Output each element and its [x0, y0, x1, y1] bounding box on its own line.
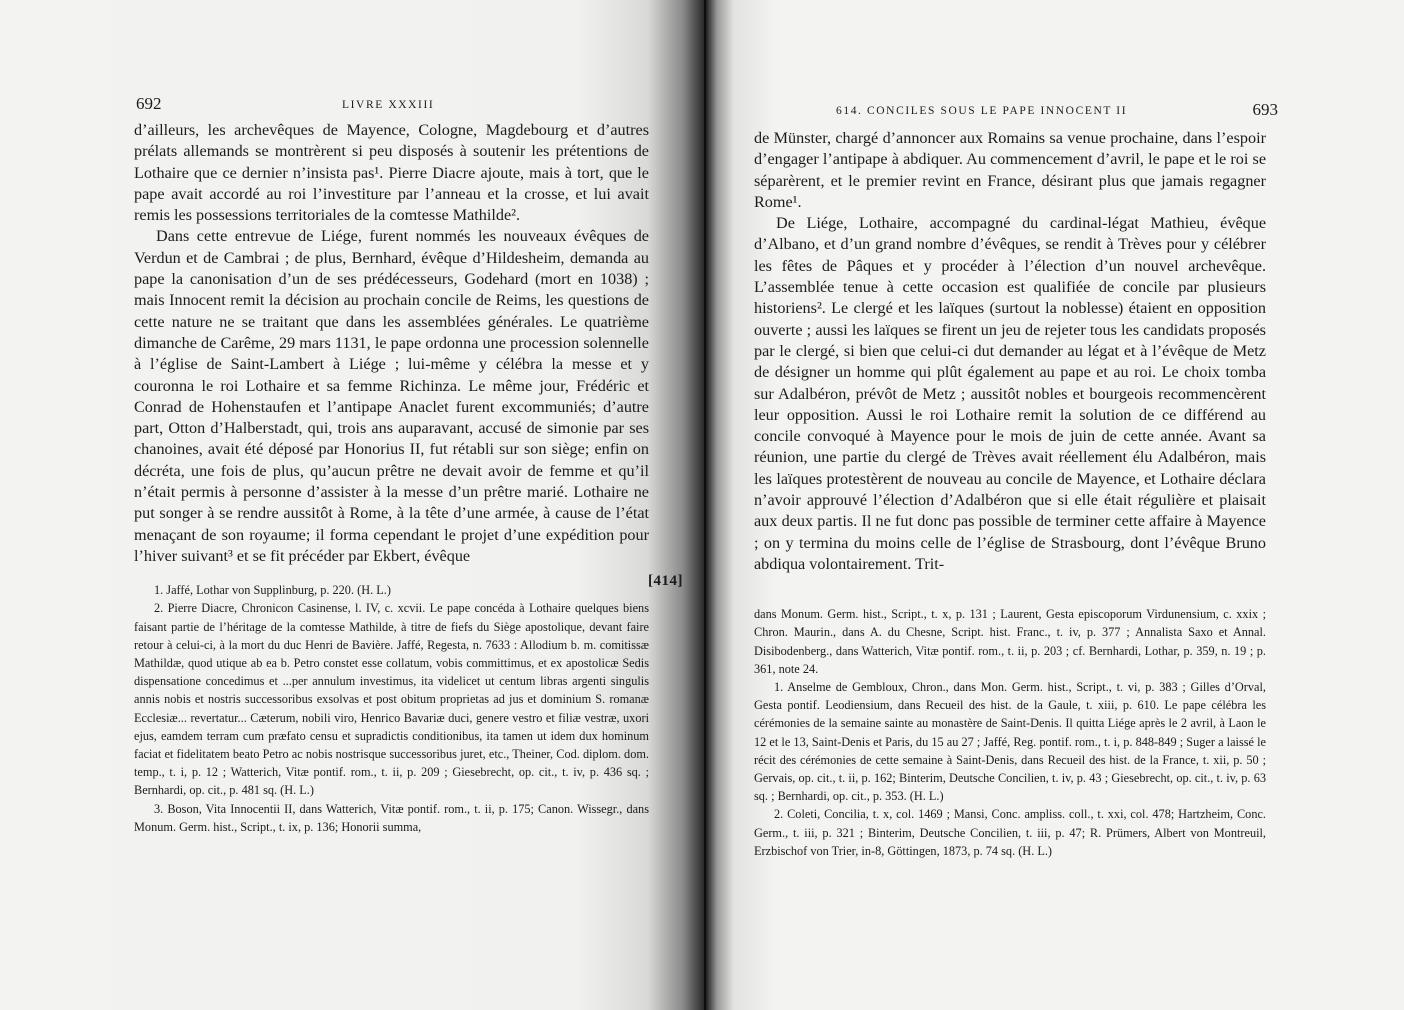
- right-page-number: 693: [1252, 100, 1278, 119]
- left-running-head: LIVRE XXXIII: [342, 99, 435, 111]
- left-page-body: [134, 120, 649, 567]
- right-footnote-continued: dans Monum. Germ. hist., Script., t. x, p. 131 ; Laurent, Gesta episcoporum Virdunensium, c. xxix ; Chron. Maurin., dans A. du Chesne, Script. hist. Franc., t. iv, p. 377 ; Annalista Saxo et Annal. Disibodenberg., dans Watterich, Vitæ pontif. rom., t. ii, p. 203 ; cf. Bernhardi, Lothar, p. 359, n. 19 ; p. 361, note 24.: [754, 607, 1266, 676]
- right-page-content: [754, 100, 1278, 860]
- right-footnotes: [754, 605, 1266, 860]
- right-running-head: 614. CONCILES SOUS LE PAPE INNOCENT II: [836, 105, 1128, 117]
- right-page-header: [754, 100, 1278, 128]
- marginal-page-reference: [414]: [648, 573, 683, 589]
- left-footnotes: [134, 581, 649, 836]
- right-footnote-2: 2. Coleti, Concilia, t. x, col. 1469 ; Mansi, Conc. ampliss. coll., t. xxi, col. 478; Hartzheim, Conc. Germ., t. iii, p. 321 ; Binterim, Deutsche Concilien, t. iii, p. 47; R. Prümers, Albert von Montreuil, Erzbischof von Trier, in-8, Göttingen, 1873, p. 74 sq. (H. L.): [754, 807, 1266, 858]
- left-page-header: [134, 94, 649, 120]
- right-paragraph-1: de Münster, chargé d’annoncer aux Romains sa venue prochaine, dans l’espoir d’engager l’antipape à abdiquer. Au commencement d’avril, le pape et le roi se séparèrent, et le premier revint en France, désirant plus que jamais regagner Rome¹.: [754, 129, 1266, 211]
- left-page-content: [134, 94, 649, 836]
- left-page-number: 692: [136, 94, 162, 113]
- left-paragraph-2: Dans cette entrevue de Liége, furent nommés les nouveaux évêques de Verdun et de Cambrai ; de plus, Bernhard, évêque d’Hildesheim, demanda au pape la canonisation d’un de ses prédécesseurs, Godehard (mort en 1038) ; mais Innocent remit la décision au prochain concile de Reims, les questions de cette nature ne se traitant que dans les assemblées générales. Le quatrième dimanche de Carême, 29 mars 1131, le pape ordonna une procession solennelle à l’église de Saint-Lambert à Liége ; lui-même y célébra la messe et y couronna le roi Lothaire et sa femme Richinza. Le même jour, Frédéric et Conrad de Hohenstaufen et l’antipape Anaclet furent excommuniés; d’autre part, Otton d’Halberstadt, qui, trois ans auparavant, accusé de simonie par ses chanoines, avait été déposé par Honorius II, fut rétabli sur son siège; enfin on décréta, une fois de plus, qu’aucun prêtre ne devait avoir de femme et qu’il n’était permis à personne d’assister à la messe d’un prêtre marié. Lothaire ne put songer à se rendre aussitôt à Rome, à la tête d’une armée, à cause de l’état menaçant de son royaume; il forma cependant le projet d’une expédition pour l’hiver suivant³ et se fit précéder par Ekbert, évêque: [134, 227, 649, 565]
- left-footnote-1: 1. Jaffé, Lothar von Supplinburg, p. 220. (H. L.): [154, 583, 391, 598]
- left-paragraph-1: d’ailleurs, les archevêques de Mayence, Cologne, Magdebourg et d’autres prélats allemands se montrèrent si peu disposés à soutenir les prétentions de Lothaire que ce dernier n’insista pas¹. Pierre Diacre ajoute, mais à tort, que le pape avait accordé au roi l’investiture par l’anneau et la crosse, et lui avait remis les possessions territoriales de la comtesse Mathilde².: [134, 121, 649, 225]
- left-footnote-3: 3. Boson, Vita Innocentii II, dans Watterich, Vitæ pontif. rom., t. ii, p. 175; Canon. Wissegr., dans Monum. Germ. hist., Script., t. ix, p. 136; Honorii summa,: [134, 801, 649, 834]
- right-footnote-1: 1. Anselme de Gembloux, Chron., dans Mon. Germ. hist., Script., t. vi, p. 383 ; Gilles d’Orval, Gesta pontif. Leodiensium, dans Recueil des hist. de la Gaule, t. xiii, p. 610. Le pape célébra les cérémonies de la semaine sainte au monastère de Saint-Denis. Il quitta Liége après le 2 avril, à Laon le 12 et le 13, Saint-Denis et Paris, du 15 au 27 ; Jaffé, Reg. pontif. rom., t. i, p. 848-849 ; Suger a laissé le récit des cérémonies de cette semaine à Saint-Denis, dans Recueil des hist. de la France, t. xii, p. 50 ; Gervais, op. cit., t. ii, p. 162; Binterim, Deutsche Concilien, t. iv, p. 43 ; Giesebrecht, op. cit., t. iv, p. 63 sq. ; Bernhardi, op. cit., p. 353. (H. L.): [754, 680, 1266, 804]
- left-footnote-2: 2. Pierre Diacre, Chronicon Casinense, l. IV, c. xcvii. Le pape concéda à Lothaire quelques biens faisant partie de l’héritage de la comtesse Mathilde, à titre de fiefs du Siège apostolique, devant faire retour à celui-ci, à la mort du duc Henri de Bavière. Jaffé, Regesta, n. 7633 : Allodium b. m. comitissæ Mathildæ, quod utique ab ea b. Petro constet esse collatum, vobis committimus, et ex apostolicæ Sedis dispensatione concedimus et ...per annulum investimus, ita videlicet ut centum libras argenti singulis annis nobis et nostris successoribus exsolvas et post obitum proprietas ad jus et dominium S. romanæ Ecclesiæ... revertatur... Cæterum, nobili viro, Henrico Bavariæ duci, genere vestro et filiæ vestræ, uxori ejus, eamdem terram cum præfato censu et supradictis conditionibus, ita tamen ut idem dux hominum faciat et fidelitatem beato Petro ac nobis nostrisque successoribus juret, etc., Theiner, Cod. diplom. dom. temp., t. i, p. 12 ; Watterich, Vitæ pontif. rom., t. ii, p. 209 ; Giesebrecht, op. cit., t. iv, p. 436 sq. ; Bernhardi, op. cit., p. 481 sq. (H. L.): [134, 601, 649, 798]
- right-page: [706, 0, 1404, 1010]
- right-page-body: [754, 128, 1266, 575]
- right-paragraph-2: De Liége, Lothaire, accompagné du cardinal-légat Mathieu, évêque d’Albano, et d’un grand nombre d’évêques, se rendit à Trèves pour y célébrer les fêtes de Pâques et y procéder à l’élection d’un nouvel archevêque. L’assemblée tenue à cette occasion est qualifiée de concile par plusieurs historiens². Le clergé et les laïques (surtout la noblesse) étaient en opposition ouverte ; aussi les laïques se firent un jeu de rejeter tous les candidats proposés par le clergé, si bien que celui-ci dut demander au légat et à l’évêque de Metz de désigner un homme qui plût également au pape et au roi. Le choix tomba sur Adalbéron, prévôt de Metz ; aussitôt nobles et bourgeois recommencèrent leur opposition. Aussi le roi Lothaire remit la solution de ce différend au concile convoqué à Mayence pour le mois de juin de cette année. Avant sa réunion, une partie du clergé de Trèves avait réellement élu Adalbéron, mais les laïques protestèrent de nouveau au concile de Mayence, et Lothaire déclara n’avoir approuvé l’élection d’Adalbéron que si elle était régulière et plaisait aux deux partis. Il ne fut donc pas possible de terminer cette affaire à Mayence ; on y termina du moins celle de l’église de Strasbourg, dont l’évêque Bruno abdiqua volontairement. Trit-: [754, 214, 1266, 573]
